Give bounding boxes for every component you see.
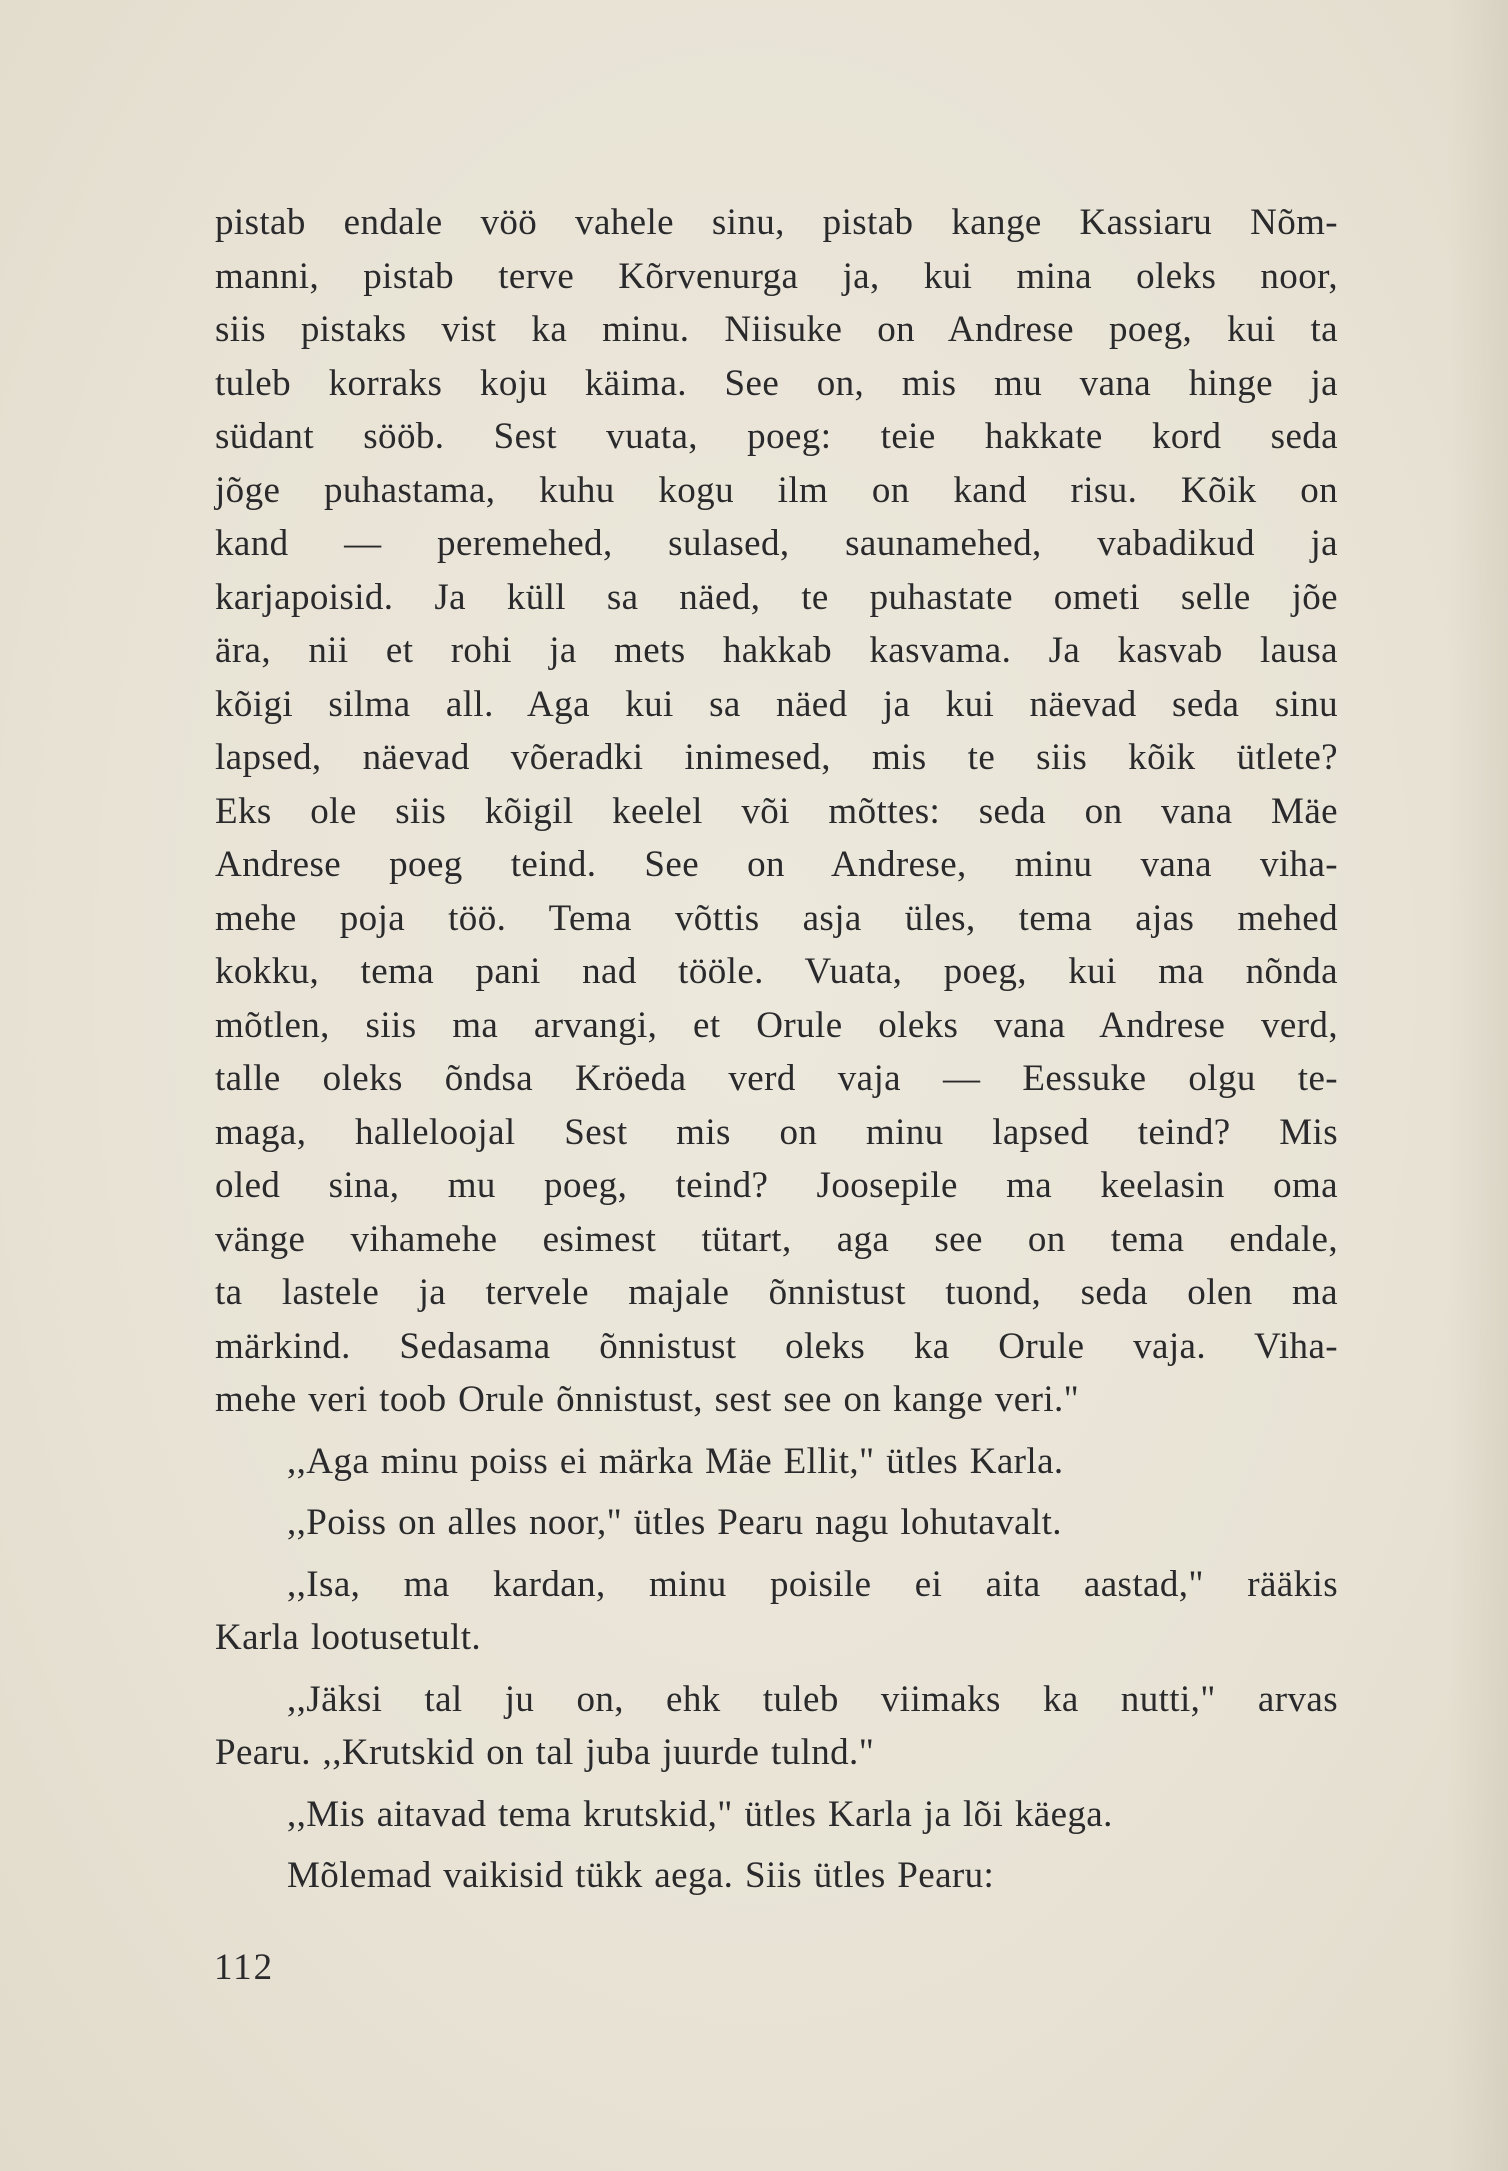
text-line: südant sööb. Sest vuata, poeg: teie hakkate kord seda bbox=[215, 416, 1338, 457]
text-line: siis pistaks vist ka minu. Niisuke on Andrese poeg, kui ta bbox=[215, 309, 1338, 350]
text-line: ,,Jäksi tal ju on, ehk tuleb viimaks ka nutti," arvas bbox=[287, 1678, 1338, 1720]
text-line: mõtlen, siis ma arvangi, et Orule oleks vana Andrese verd, bbox=[215, 1004, 1338, 1046]
paragraph bbox=[215, 1788, 1338, 1842]
page-number: 112 bbox=[214, 1947, 275, 1988]
text-line: märkind. Sedasama õnnistust oleks ka Orule vaja. Viha- bbox=[215, 1325, 1338, 1367]
paragraph bbox=[215, 1558, 1338, 1665]
text-line: Eks ole siis kõigil keelel või mõttes: seda on vana Mäe bbox=[215, 790, 1338, 832]
text-line: Karla lootusetult. bbox=[215, 1617, 482, 1658]
text-line: maga, halleloojal Sest mis on minu lapsed teind? Mis bbox=[215, 1111, 1338, 1153]
text-line: kand — peremehed, sulased, saunamehed, vabadikud ja bbox=[215, 523, 1338, 564]
text-line: kokku, tema pani nad tööle. Vuata, poeg, kui ma nõnda bbox=[215, 951, 1338, 992]
body-text bbox=[215, 196, 1338, 1903]
text-line: ,,Aga minu poiss ei märka Mäe Ellit," ütles Karla. bbox=[287, 1440, 1064, 1482]
text-line: ta lastele ja tervele majale õnnistust tuond, seda olen ma bbox=[215, 1272, 1338, 1313]
text-line: ,,Isa, ma kardan, minu poisile ei aita aastad," rääkis bbox=[287, 1563, 1338, 1605]
text-line: Mõlemad vaikisid tükk aega. Siis ütles Pearu: bbox=[287, 1855, 995, 1896]
text-line: ära, nii et rohi ja mets hakkab kasvama. Ja kasvab lausa bbox=[215, 630, 1338, 671]
text-line: karjapoisid. Ja küll sa näed, te puhastate ometi selle jõe bbox=[215, 576, 1338, 618]
text-line: oled sina, mu poeg, teind? Joosepile ma keelasin oma bbox=[215, 1165, 1338, 1206]
paragraph bbox=[215, 1435, 1338, 1489]
text-line: ,,Mis aitavad tema krutskid," ütles Karla ja lõi käega. bbox=[287, 1793, 1113, 1835]
text-line: Pearu. ,,Krutskid on tal juba juurde tulnd." bbox=[215, 1732, 875, 1773]
text-line: ,,Poiss on alles noor," ütles Pearu nagu lohutavalt. bbox=[287, 1502, 1062, 1543]
paragraph bbox=[215, 196, 1338, 1427]
text-line: mehe poja töö. Tema võttis asja üles, tema ajas mehed bbox=[215, 897, 1338, 939]
paragraph bbox=[215, 1673, 1338, 1780]
text-line: manni, pistab terve Kõrvenurga ja, kui mina oleks noor, bbox=[215, 255, 1338, 297]
text-line: jõge puhastama, kuhu kogu ilm on kand risu. Kõik on bbox=[215, 469, 1338, 511]
text-line: kõigi silma all. Aga kui sa näed ja kui näevad seda sinu bbox=[215, 683, 1338, 725]
text-line: talle oleks õndsa Kröeda verd vaja — Eessuke olgu te- bbox=[215, 1058, 1338, 1099]
text-line: tuleb korraks koju käima. See on, mis mu vana hinge ja bbox=[215, 362, 1338, 404]
text-line: vänge vihamehe esimest tütart, aga see on tema endale, bbox=[215, 1218, 1338, 1260]
page-edge-shadow bbox=[1448, 0, 1508, 2171]
text-line: Andrese poeg teind. See on Andrese, minu vana viha- bbox=[215, 844, 1338, 885]
paragraph bbox=[215, 1496, 1338, 1550]
text-line: mehe veri toob Orule õnnistust, sest see on kange veri." bbox=[215, 1379, 1080, 1420]
text-line: lapsed, näevad võeradki inimesed, mis te siis kõik ütlete? bbox=[215, 737, 1338, 778]
paragraph bbox=[215, 1849, 1338, 1903]
text-line: pistab endale vöö vahele sinu, pistab kange Kassiaru Nõm- bbox=[215, 202, 1338, 243]
